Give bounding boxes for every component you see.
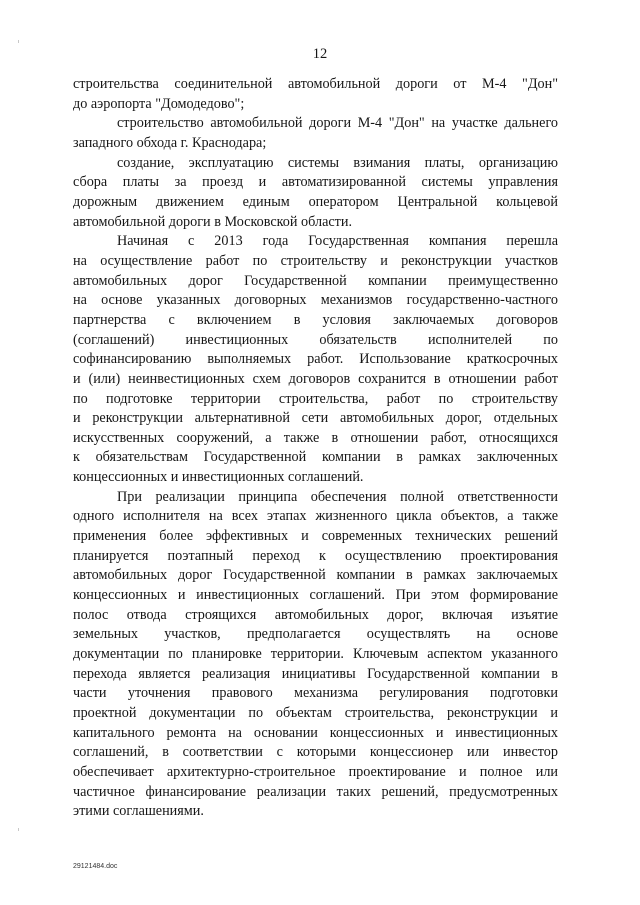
text-line: софинансированию выполняемых работ. Использование краткосрочных [73,351,558,368]
margin-mark-top [18,40,19,43]
page-number: 12 [312,46,328,62]
paragraph [73,488,558,822]
text-line: Начиная с 2013 года Государственная компания перешла [117,233,558,250]
text-line: обеспечивает архитектурно-строительное проектирование и полное или [73,763,558,780]
text-line: дорожным движением единым оператором Центральной кольцевой [73,193,558,210]
text-line: на основе указанных договорных механизмов государственно-частного [73,292,558,309]
text-line: перехода является реализация инициативы Государственной компании в [73,665,558,682]
text-line: При реализации принципа обеспечения полной ответственности [117,488,558,505]
text-line: сбора платы за проезд и автоматизированной системы управления [73,174,558,191]
body-text [73,75,558,822]
text-line: партнерства с включением в условия заключаемых договоров [73,311,558,328]
text-line: концессионных и инвестиционных соглашений. [73,469,364,486]
text-line: строительство автомобильной дороги М-4 "Дон" на участке дальнего [117,115,558,132]
margin-mark-bottom [18,828,19,831]
file-name-footer: 29121484.doc [73,863,118,870]
text-line: к обязательствам Государственной компании в рамках заключенных [73,449,558,466]
paragraph [73,114,558,153]
paragraph [73,232,558,488]
text-line: одного исполнителя на всех этапах жизненного цикла объектов, а также [73,508,558,525]
text-line: до аэропорта "Домодедово"; [73,95,245,112]
text-line: планируется поэтапный переход к осуществлению проектирования [73,547,558,564]
text-line: по подготовке территории строительства, работ по строительству [73,390,558,407]
text-line: искусственных сооружений, а также в отношении работ, относящихся [73,429,558,446]
paragraph [73,75,558,114]
text-line: концессионных и инвестиционных соглашений. При этом формирование [73,587,558,604]
text-line: части уточнения правового механизма регулирования подготовки [73,685,558,702]
text-line: автомобильной дороги в Московской области. [73,213,353,230]
paragraph [73,154,558,233]
text-line: на осуществление работ по строительству и реконструкции участков [73,252,558,269]
text-line: создание, эксплуатацию системы взимания платы, организацию [117,154,558,171]
text-line: применения более эффективных и современных технических решений [73,528,558,545]
text-line: автомобильных дорог Государственной компании в рамках заключаемых [73,567,558,584]
text-line: капитального ремонта на основании концессионных и инвестиционных [73,724,558,741]
text-line: документации по планировке территории. Ключевым аспектом указанного [73,646,558,663]
text-line: строительства соединительной автомобильной дороги от М-4 "Дон" [73,76,558,92]
text-line: западного обхода г. Краснодара; [73,134,267,151]
text-line: (соглашений) инвестиционных обязательств исполнителей по [73,331,558,348]
text-line: и (или) неинвестиционных схем договоров сохранится в отношении работ [73,370,558,387]
text-line: земельных участков, предполагается осуществлять на основе [73,626,558,643]
text-line: полос отвода строящихся автомобильных дорог, включая изъятие [73,606,558,623]
text-line: автомобильных дорог Государственной компании преимущественно [73,272,558,289]
text-line: соглашений, в соответствии с которыми концессионер или инвестор [73,744,558,761]
text-line: и реконструкции альтернативной сети автомобильных дорог, отдельных [73,410,558,427]
text-line: этими соглашениями. [73,803,204,820]
text-line: проектной документации по объектам строительства, реконструкции и [73,705,558,721]
text-line: частичное финансирование реализации таких решений, предусмотренных [73,783,558,800]
